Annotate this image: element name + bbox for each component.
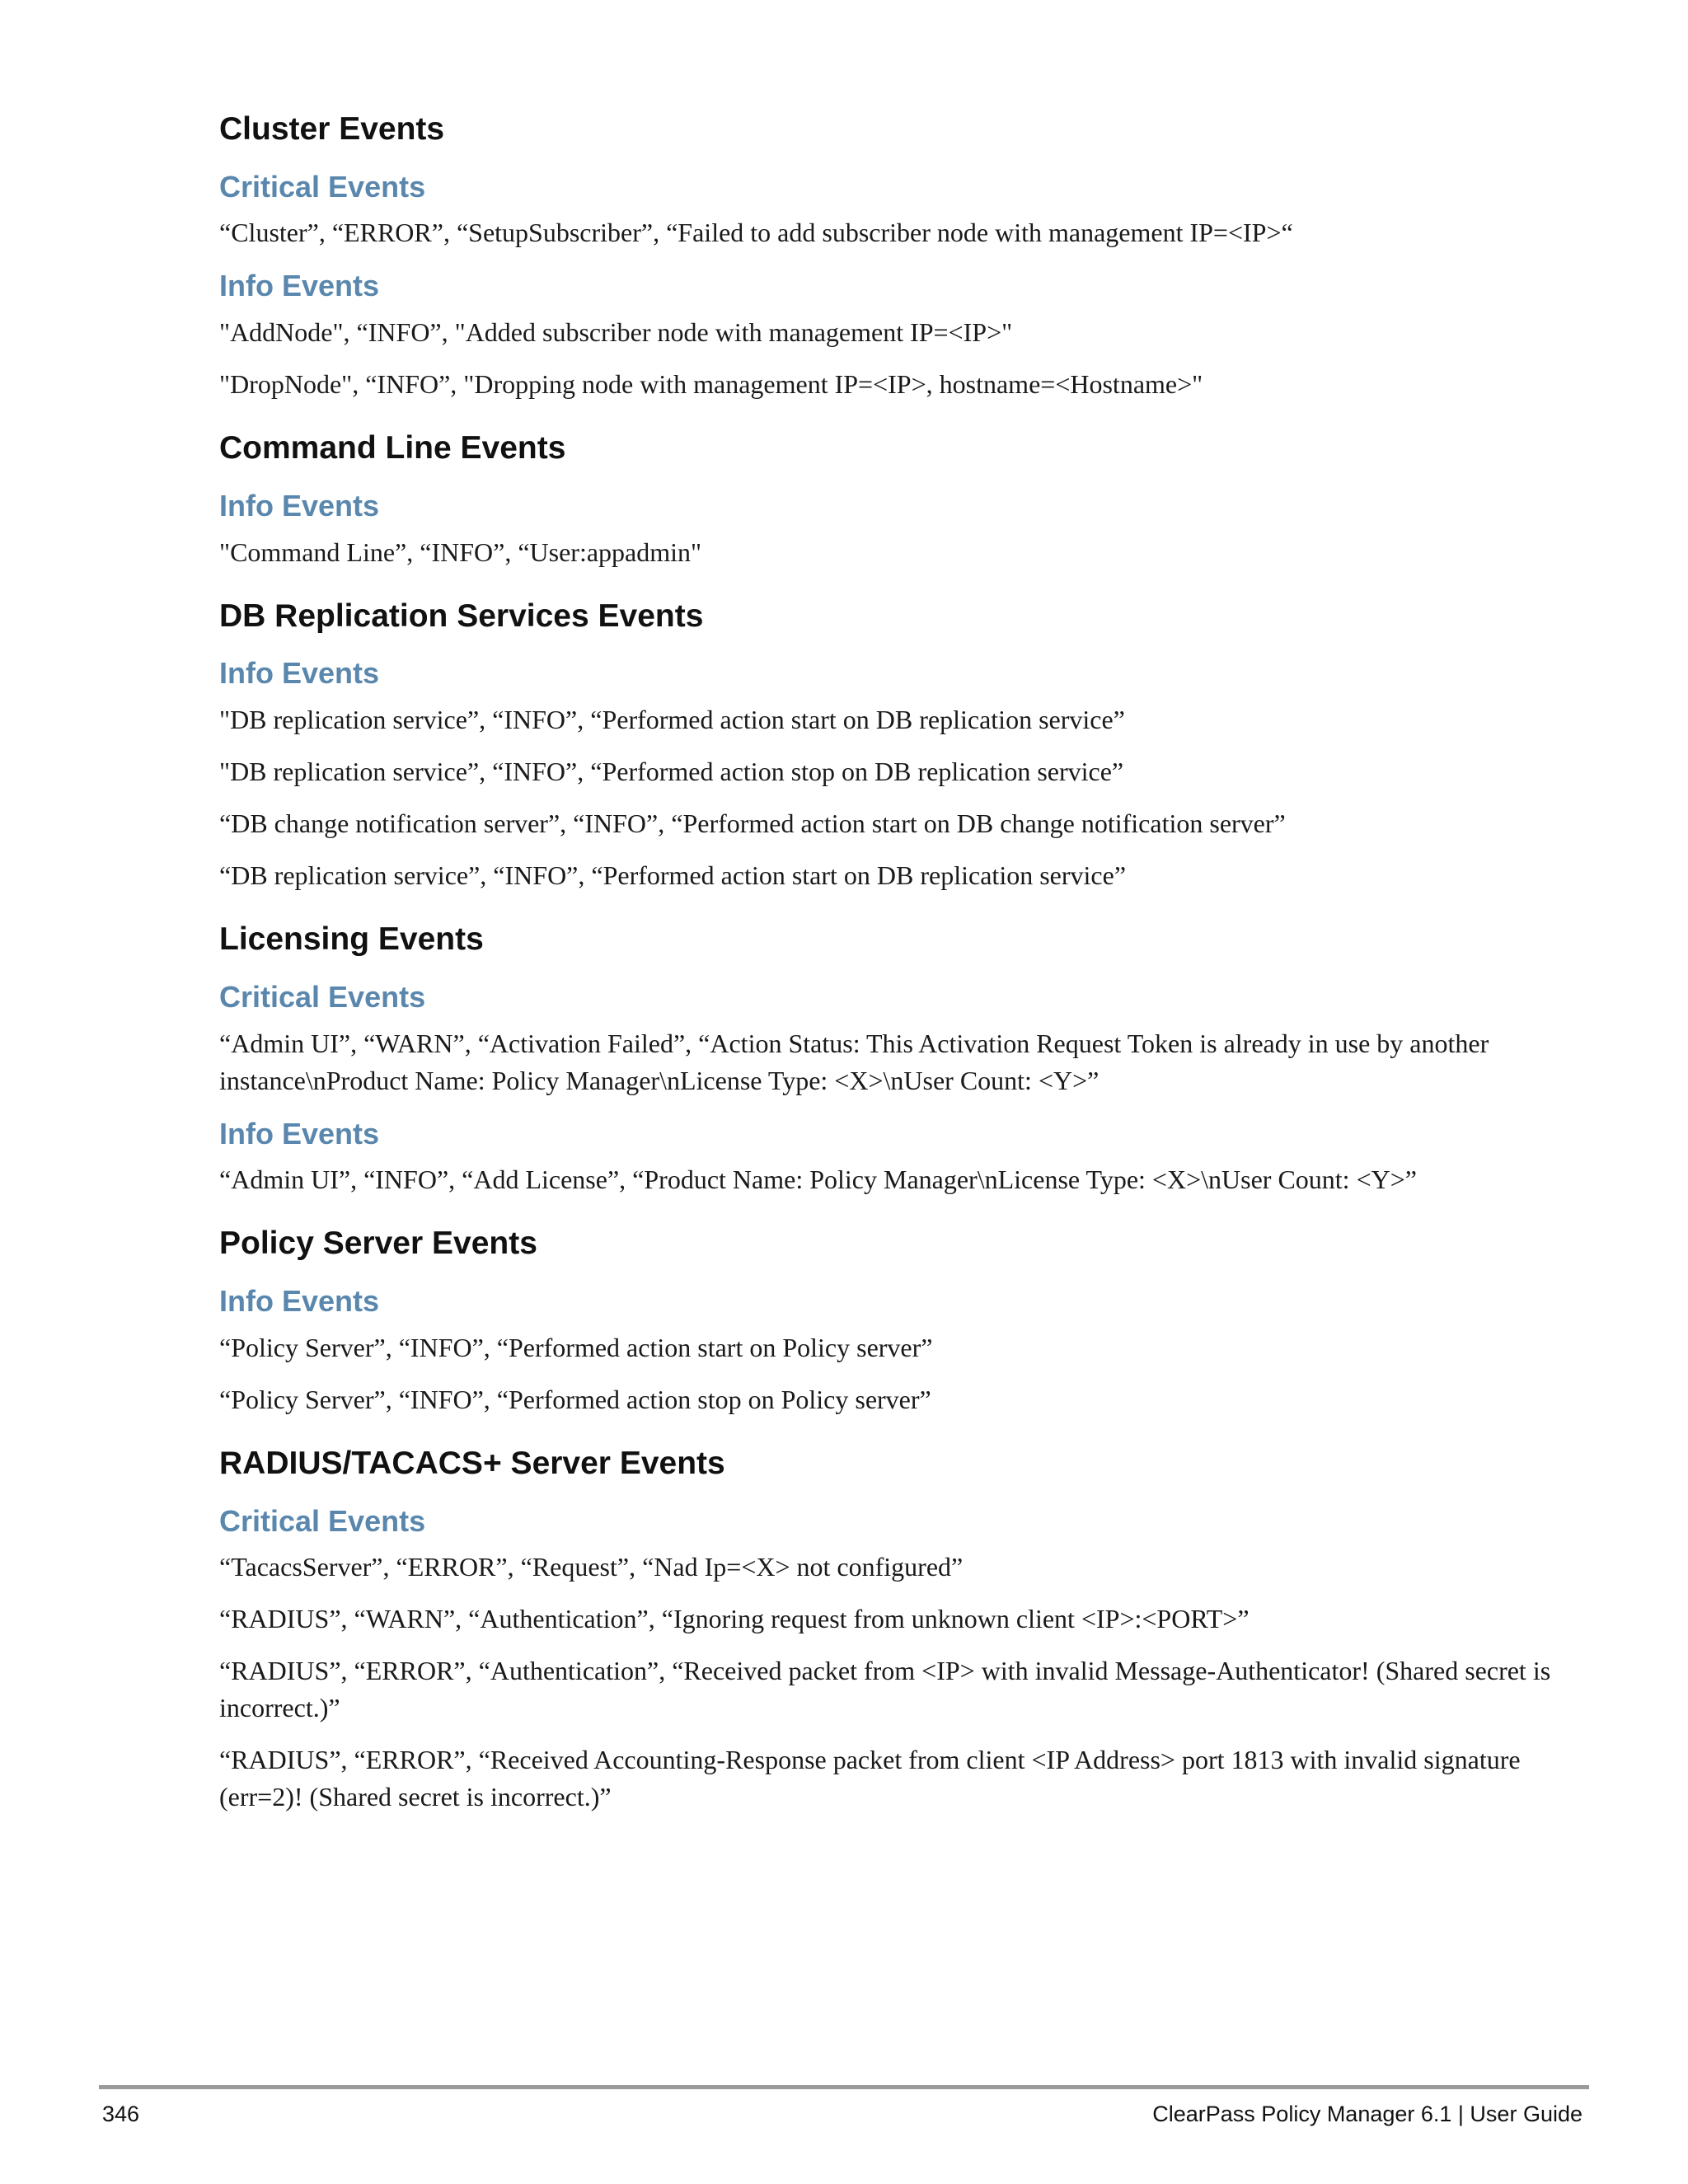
section [219,112,1554,403]
event-line: "DB replication service”, “INFO”, “Performed action start on DB replication service” [219,705,1125,735]
subsection [219,981,1554,1099]
section-heading: Licensing Events [219,921,484,958]
event-line: "DropNode", “INFO”, "Dropping node with management IP=<IP>, hostname=<Hostname>" [219,369,1203,400]
section-heading: Command Line Events [219,430,566,466]
subsection-heading: Critical Events [219,1503,426,1538]
event-line: “Cluster”, “ERROR”, “SetupSubscriber”, “Failed to add subscriber node with management IP=<IP>“ [219,218,1293,248]
section [219,1226,1554,1418]
page-number: 346 [102,2102,140,2126]
document-title: ClearPass Policy Manager 6.1 | User Guide [1152,2102,1582,2126]
event-line: "DB replication service”, “INFO”, “Performed action stop on DB replication service” [219,757,1124,787]
event-line: “RADIUS”, “WARN”, “Authentication”, “Ignoring request from unknown client <IP>:<PORT>” [219,1604,1250,1634]
subsection [219,490,1554,571]
page-content [219,112,1554,1844]
event-line: "Command Line”, “INFO”, “User:appadmin" [219,537,702,567]
event-line: “DB replication service”, “INFO”, “Performed action start on DB replication service” [219,860,1127,891]
section-heading: RADIUS/TACACS+ Server Events [219,1445,725,1481]
event-line: “RADIUS”, “ERROR”, “Authentication”, “Received packet from <IP> with invalid Message-Authenticator! (Shared secret is incorrect.)” [219,1656,1551,1723]
event-line: “Admin UI”, “WARN”, “Activation Failed”, “Action Status: This Activation Request Token is already in use by another instance\nProduct Name: Policy Manager\nLicense Type: <X>\nUser Count: <Y>” [219,1028,1489,1095]
section-heading: Cluster Events [219,111,445,147]
event-line: “Admin UI”, “INFO”, “Add License”, “Product Name: Policy Manager\nLicense Type: <X>\nUser Count: <Y>” [219,1165,1417,1195]
section [219,1446,1554,1816]
subsection-heading: Info Events [219,269,380,303]
section-heading: Policy Server Events [219,1226,537,1262]
subsection [219,269,1554,403]
event-line: "AddNode", “INFO”, "Added subscriber node with management IP=<IP>" [219,317,1013,348]
subsection [219,171,1554,252]
event-line: “DB change notification server”, “INFO”, “Performed action start on DB change notification server” [219,808,1286,839]
subsection [219,657,1554,894]
subsection-heading: Info Events [219,656,380,691]
event-line: “TacacsServer”, “ERROR”, “Request”, “Nad Ip=<X> not configured” [219,1552,964,1582]
section-heading: DB Replication Services Events [219,598,704,634]
subsection-heading: Critical Events [219,979,426,1014]
subsection-heading: Info Events [219,488,380,523]
subsection-heading: Info Events [219,1284,380,1319]
footer-rule [99,2085,1589,2089]
section [219,431,1554,570]
subsection-heading: Info Events [219,1116,380,1151]
event-line: “Policy Server”, “INFO”, “Performed action stop on Policy server” [219,1384,931,1414]
subsection [219,1505,1554,1816]
subsection-heading: Critical Events [219,169,426,204]
subsection [219,1285,1554,1418]
section [219,599,1554,894]
subsection [219,1118,1554,1199]
event-line: “Policy Server”, “INFO”, “Performed action start on Policy server” [219,1332,933,1362]
section [219,922,1554,1198]
event-line: “RADIUS”, “ERROR”, “Received Accounting-Response packet from client <IP Address> port 1813 with invalid signature (err=2)! (Shared secret is incorrect.)” [219,1745,1521,1812]
